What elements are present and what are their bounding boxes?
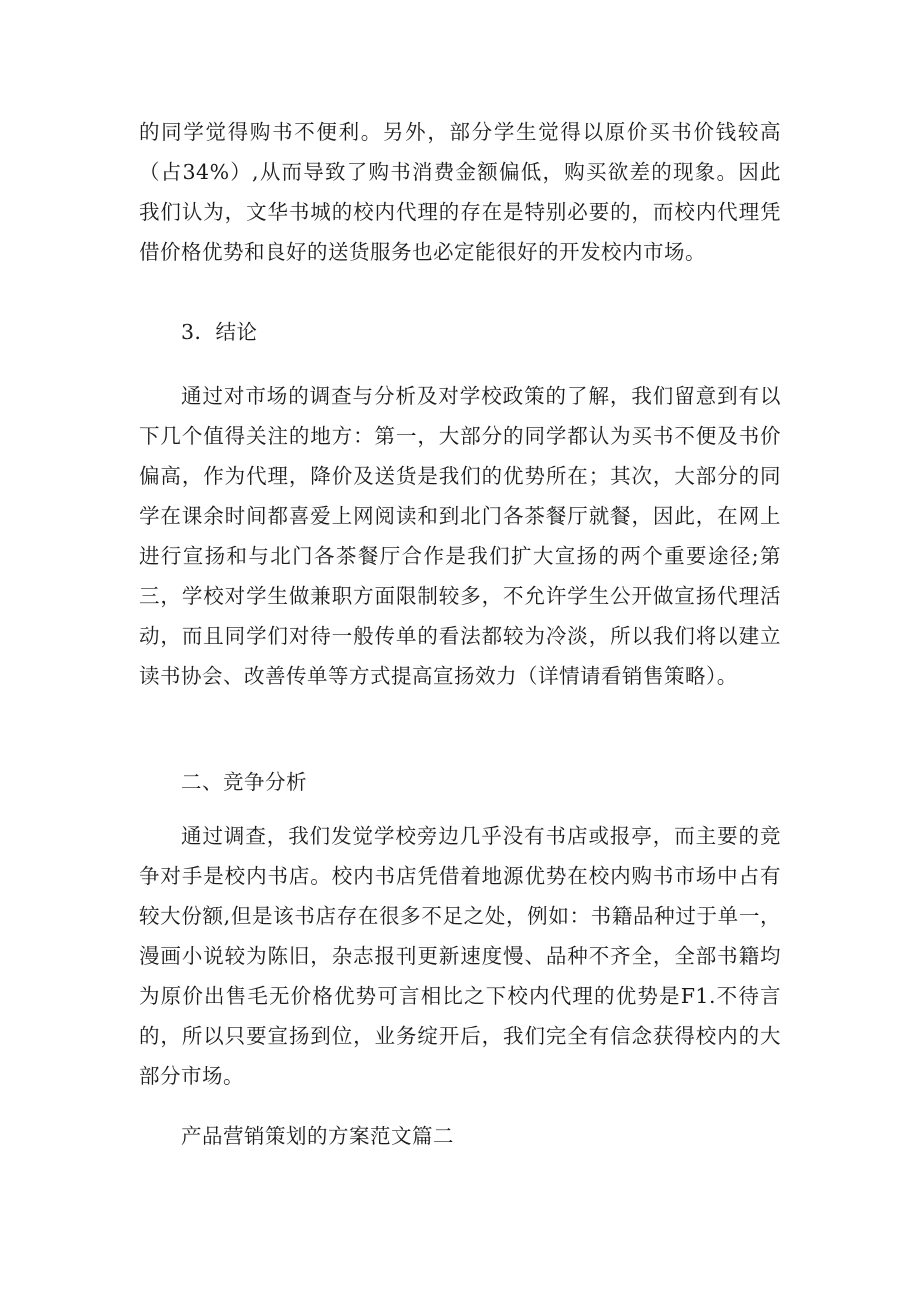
paragraph-competition-body: 通过调查，我们发觉学校旁边几乎没有书店或报亭，而主要的竞争对手是校内书店。校内书店凭借着地源优势在校内购书市场中占有较大份额,但是该书店存在很多不足之处，例如：书籍品种过于单一，漫画小说较为陈旧，杂志报刊更新速度慢、品种不齐全，全部书籍均为原价出售毛无价格优势可言相比之下校内代理的优势是F1.不待言的，所以只要宣扬到位，业务绽开后，我们完全有信念获得校内的大部分市场。 xyxy=(139,824,781,1088)
heading-section-two: 产品营销策划的方案范文篇二 xyxy=(181,1124,454,1148)
heading-conclusion: 3．结论 xyxy=(181,320,258,344)
heading-competition-analysis: 二、竞争分析 xyxy=(181,770,307,794)
paragraph-book-purchase-inconvenience: 的同学觉得购书不便利。另外，部分学生觉得以原价买书价钱较高（占34%）,从而导致了购书消费金额偏低，购买欲差的现象。因此我们认为，文华书城的校内代理的存在是特别必要的，而校内代理凭借价格优势和良好的送货服务也必定能很好的开发校内市场。 xyxy=(139,120,781,264)
paragraph-conclusion-body: 通过对市场的调查与分析及对学校政策的了解，我们留意到有以下几个值得关注的地方：第一，大部分的同学都认为买书不便及书价偏高，作为代理，降价及送货是我们的优势所在；其次，大部分的同学在课余时间都喜爱上网阅读和到北门各茶餐厅就餐，因此，在网上进行宣扬和与北门各茶餐厅合作是我们扩大宣扬的两个重要途径;第三，学校对学生做兼职方面限制较多，不允许学生公开做宣扬代理活动，而且同学们对待一般传单的看法都较为冷淡，所以我们将以建立读书协会、改善传单等方式提高宣扬效力（详情请看销售策略）。 xyxy=(139,384,781,688)
